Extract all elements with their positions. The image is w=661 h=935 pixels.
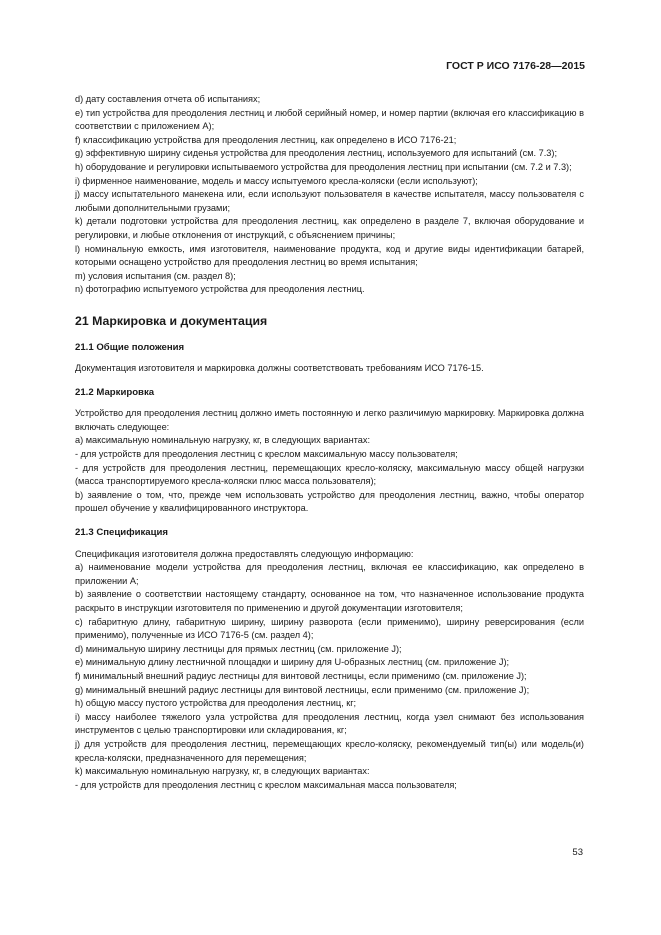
subsection-21-1-body <box>75 362 584 376</box>
list-item: d) дату составления отчета об испытаниях; <box>75 94 261 104</box>
document-body <box>75 93 584 792</box>
paragraph: k) максимальную номинальную нагрузку, кг, в следующих вариантах: <box>75 766 370 777</box>
paragraph: j) для устройств для преодоления лестниц, перемещающих кресло-коляску, рекомендуемый тип(ы) или модель(и) кресла-коляски, предназначенного для перемещения; <box>75 738 584 763</box>
list-item: h) оборудование и регулировки испытываемого устройства для преодоления лестниц при испытании (см. 7.2 и 7.3); <box>75 161 572 172</box>
paragraph: a) наименование модели устройства для преодоления лестниц, включая ее классификацию, как определено в приложении А; <box>75 562 584 586</box>
paragraph: h) общую массу пустого устройства для преодоления лестниц, кг; <box>75 698 357 709</box>
paragraph: c) габаритную длину, габаритную ширину, ширину разворота (если применимо), ширину реверсирования (если применимо), полученные из ИСО 7176-5 (см. раздел 4); <box>75 616 584 641</box>
page-number: 53 <box>572 847 583 858</box>
subsection-21-3-body <box>75 548 584 793</box>
report-items-list <box>75 93 584 297</box>
subsection-21-1-title: 21.1 Общие положения <box>75 341 185 353</box>
subsection-21-2-body <box>75 407 584 516</box>
paragraph: a) максимальную номинальную нагрузку, кг, в следующих вариантах: <box>75 435 371 446</box>
paragraph: i) массу наиболее тяжелого узла устройства для преодоления лестниц, когда узел снимают без использования инструментов с целью транспортировки или складирования, кг; <box>75 711 584 736</box>
paragraph: - для устройств для преодоления лестниц с креслом максимальная масса пользователя; <box>75 779 457 790</box>
list-item: f) классификацию устройства для преодоления лестниц, как определено в ИСО 7176-21; <box>75 134 457 145</box>
paragraph: Устройство для преодоления лестниц должно иметь постоянную и легко различимую маркировку. Маркировка должна включать следующее: <box>75 408 584 432</box>
list-item: g) эффективную ширину сиденья устройства для преодоления лестниц, используемого для испытаний (см. 7.3); <box>75 148 558 159</box>
list-item: e) тип устройства для преодоления лестниц и любой серийный номер, и номер партии (включая его классификацию в соответствии с приложением А); <box>75 107 584 132</box>
list-item: l) номинальную емкость, имя изготовителя, наименование продукта, код и другие виды идентификации батарей, которыми оснащено устройство для преодоления лестниц во время испытания; <box>75 243 584 268</box>
list-item: k) детали подготовки устройства для преодоления лестниц, как определено в разделе 7, включая оборудование и регулировки, и любые отклонения от инструкций, с объяснением причины; <box>75 216 584 240</box>
subsection-21-2-title: 21.2 Маркировка <box>75 386 155 398</box>
paragraph: - для устройств для преодоления лестниц, перемещающих кресло-коляску, максимальную массу общей нагрузки (масса транспортируемого кресла-коляски плюс масса пользователя); <box>75 462 584 487</box>
list-item: j) массу испытательного манекена или, если используют пользователя в качестве испытателя, массу пользователя с любыми дополнительными грузами; <box>75 189 584 213</box>
paragraph: Документация изготовителя и маркировка должны соответствовать требованиям ИСО 7176-15. <box>75 363 484 374</box>
subsection-21-3-title: 21.3 Спецификация <box>75 527 169 539</box>
paragraph: Спецификация изготовителя должна предоставлять следующую информацию: <box>75 548 414 559</box>
list-item: i) фирменное наименование, модель и массу испытуемого кресла-коляски (если используют); <box>75 175 478 186</box>
paragraph: g) минимальный внешний радиус лестницы для винтовой лестницы, если применимо (см. приложение J); <box>75 684 530 695</box>
paragraph: f) минимальный внешний радиус лестницы для винтовой лестницы, если применимо (см. приложение J); <box>75 670 527 681</box>
paragraph: e) минимальную длину лестничной площадки и ширину для U-образных лестниц (см. приложение J); <box>75 657 510 668</box>
list-item: n) фотографию испытуемого устройства для преодоления лестниц. <box>75 284 365 295</box>
document-header: ГОСТ Р ИСО 7176-28—2015 <box>446 60 585 72</box>
paragraph: d) минимальную ширину лестницы для прямых лестниц (см. приложение J); <box>75 643 402 654</box>
paragraph: b) заявление о том, что, прежде чем использовать устройство для преодоления лестниц, важно, чтобы оператор прошел обучение у квалифицированного инструктора. <box>75 489 584 514</box>
section-21-title: 21 Маркировка и документация <box>75 313 268 328</box>
paragraph: - для устройств для преодоления лестниц с креслом максимальную массу пользователя; <box>75 449 458 460</box>
list-item: m) условия испытания (см. раздел 8); <box>75 270 236 281</box>
paragraph: b) заявление о соответствии настоящему стандарту, основанное на том, что назначенное использование продукта раскрыто в инструкции изготовителя по применению и другой документации изготовителя; <box>75 589 584 613</box>
